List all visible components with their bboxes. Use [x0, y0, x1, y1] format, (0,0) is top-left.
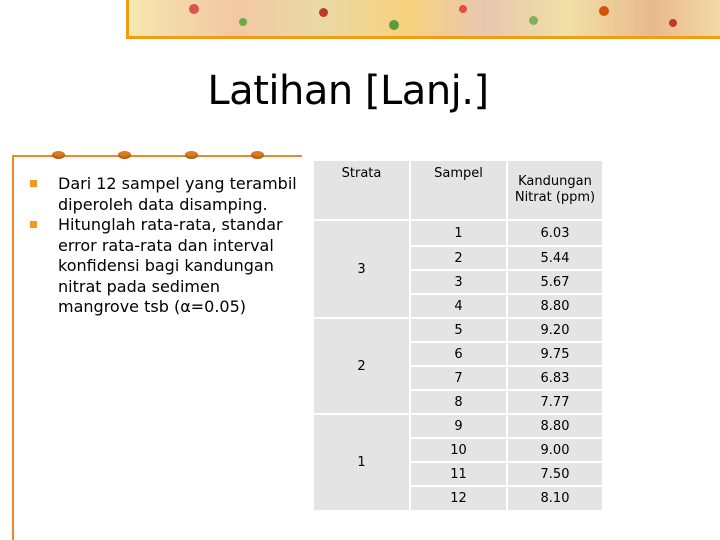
sampel-cell: 7: [411, 367, 506, 389]
nitrate-table: [312, 159, 604, 512]
slide-title: Latihan [Lanj.]: [207, 68, 489, 114]
nitrat-cell: 8.80: [508, 295, 602, 317]
decorative-banner: [126, 0, 720, 39]
sampel-cell: 5: [411, 319, 506, 341]
sampel-cell: 2: [411, 247, 506, 269]
bullet-text: Hitunglah rata-rata, standar error rata-rata dan interval konfidensi bagi kandungan nitrat pada sedimen mangrove tsb (α=0.05): [58, 215, 283, 316]
nitrat-cell: 9.00: [508, 439, 602, 461]
sampel-cell: 9: [411, 415, 506, 437]
sampel-cell: 6: [411, 343, 506, 365]
table-row: [314, 415, 602, 437]
slide-title-wrap: [0, 68, 720, 114]
header-strata: Strata: [314, 161, 409, 219]
bullet-item: [30, 215, 302, 318]
sampel-cell: 8: [411, 391, 506, 413]
decorative-dot: [52, 151, 65, 159]
table-row: [314, 319, 602, 341]
strata-cell: 3: [314, 221, 409, 317]
square-bullet-icon: [30, 180, 37, 187]
strata-cell: 1: [314, 415, 409, 510]
nitrat-cell: 6.03: [508, 221, 602, 245]
square-bullet-icon: [30, 221, 37, 228]
decorative-dot: [251, 151, 264, 159]
decorative-dot: [118, 151, 131, 159]
sampel-cell: 3: [411, 271, 506, 293]
nitrat-cell: 7.77: [508, 391, 602, 413]
sampel-cell: 10: [411, 439, 506, 461]
bullet-text: Dari 12 sampel yang terambil diperoleh data disamping.: [58, 174, 297, 214]
bullet-item: [30, 174, 302, 215]
nitrat-cell: 8.10: [508, 487, 602, 510]
sampel-cell: 11: [411, 463, 506, 485]
nitrat-cell: 5.67: [508, 271, 602, 293]
nitrat-cell: 9.75: [508, 343, 602, 365]
table-header-row: [314, 161, 602, 219]
nitrat-cell: 5.44: [508, 247, 602, 269]
strata-cell: 2: [314, 319, 409, 413]
bullet-list: [30, 174, 302, 318]
decorative-dot: [185, 151, 198, 159]
divider-vertical: [12, 155, 14, 540]
sampel-cell: 4: [411, 295, 506, 317]
sampel-cell: 12: [411, 487, 506, 510]
nitrat-cell: 8.80: [508, 415, 602, 437]
nitrat-cell: 9.20: [508, 319, 602, 341]
header-nitrat: Kandungan Nitrat (ppm): [508, 161, 602, 219]
sampel-cell: 1: [411, 221, 506, 245]
header-sampel: Sampel: [411, 161, 506, 219]
nitrat-cell: 7.50: [508, 463, 602, 485]
nitrat-cell: 6.83: [508, 367, 602, 389]
table-row: [314, 221, 602, 245]
